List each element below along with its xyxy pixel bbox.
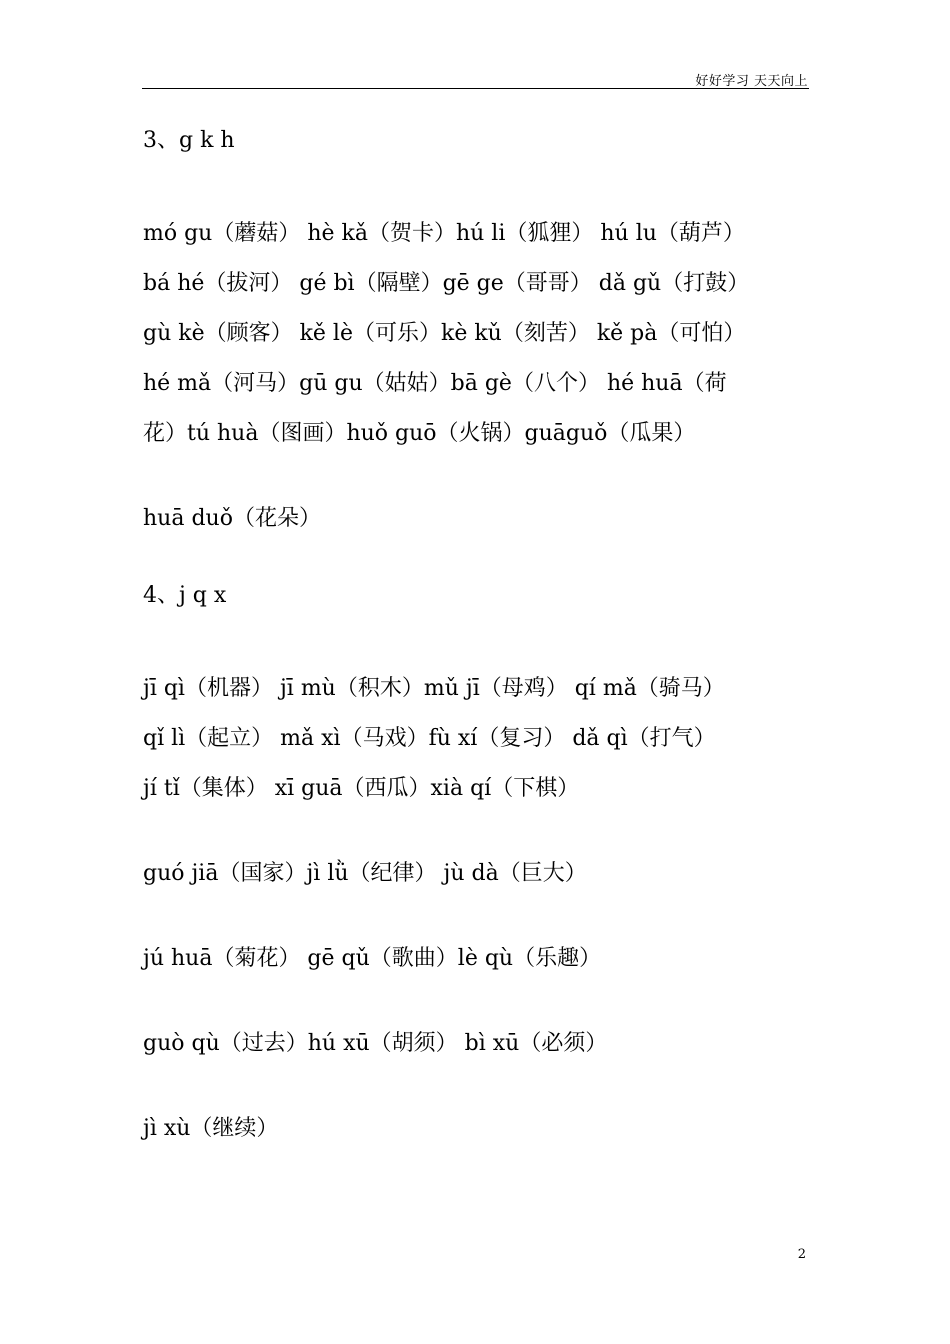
section-3-block-1	[143, 209, 823, 459]
text-line: gù kè（顾客） kě lè（可乐）kè kǔ（刻苦） kě pà（可怕）	[143, 321, 746, 346]
section-4-block-1	[143, 664, 823, 814]
text-line: 花）tú huà（图画）huǒ guō（火锅）guāguǒ（瓜果）	[143, 421, 696, 446]
text-line: mó gu（蘑菇） hè kǎ（贺卡）hú li（狐狸） hú lu（葫芦）	[143, 221, 745, 246]
text-line: jī qì（机器） jī mù（积木）mǔ jī（母鸡） qí mǎ（骑马）	[143, 676, 725, 701]
text-line: bá hé（拔河） gé bì（隔壁）gē ge（哥哥） dǎ gǔ（打鼓）	[143, 271, 750, 296]
document-body	[143, 124, 823, 1154]
header-divider	[142, 88, 809, 89]
text-line: qǐ lì（起立） mǎ xì（马戏）fù xí（复习） dǎ qì（打气）	[143, 726, 716, 751]
section-heading-3: 3、g k h	[143, 128, 235, 153]
section-heading-4: 4、j q x	[143, 583, 227, 608]
text-line: hé mǎ（河马）gū gu（姑姑）bā gè（八个） hé huā（荷	[143, 371, 727, 396]
page-number: 2	[797, 1247, 806, 1262]
text-line: guó jiā（国家）jì lǜ（纪律） jù dà（巨大）	[143, 861, 587, 886]
text-line: jí tǐ（集体） xī guā（西瓜）xià qí（下棋）	[143, 776, 580, 801]
text-line: guò qù（过去）hú xū（胡须） bì xū（必须）	[143, 1031, 608, 1056]
header-title: 好好学习 天天向上	[695, 74, 808, 89]
text-line: jì xù（继续）	[143, 1116, 279, 1141]
text-line: jú huā（菊花） gē qǔ（歌曲）lè qù（乐趣）	[143, 946, 602, 971]
text-line: huā duǒ（花朵）	[143, 506, 321, 531]
